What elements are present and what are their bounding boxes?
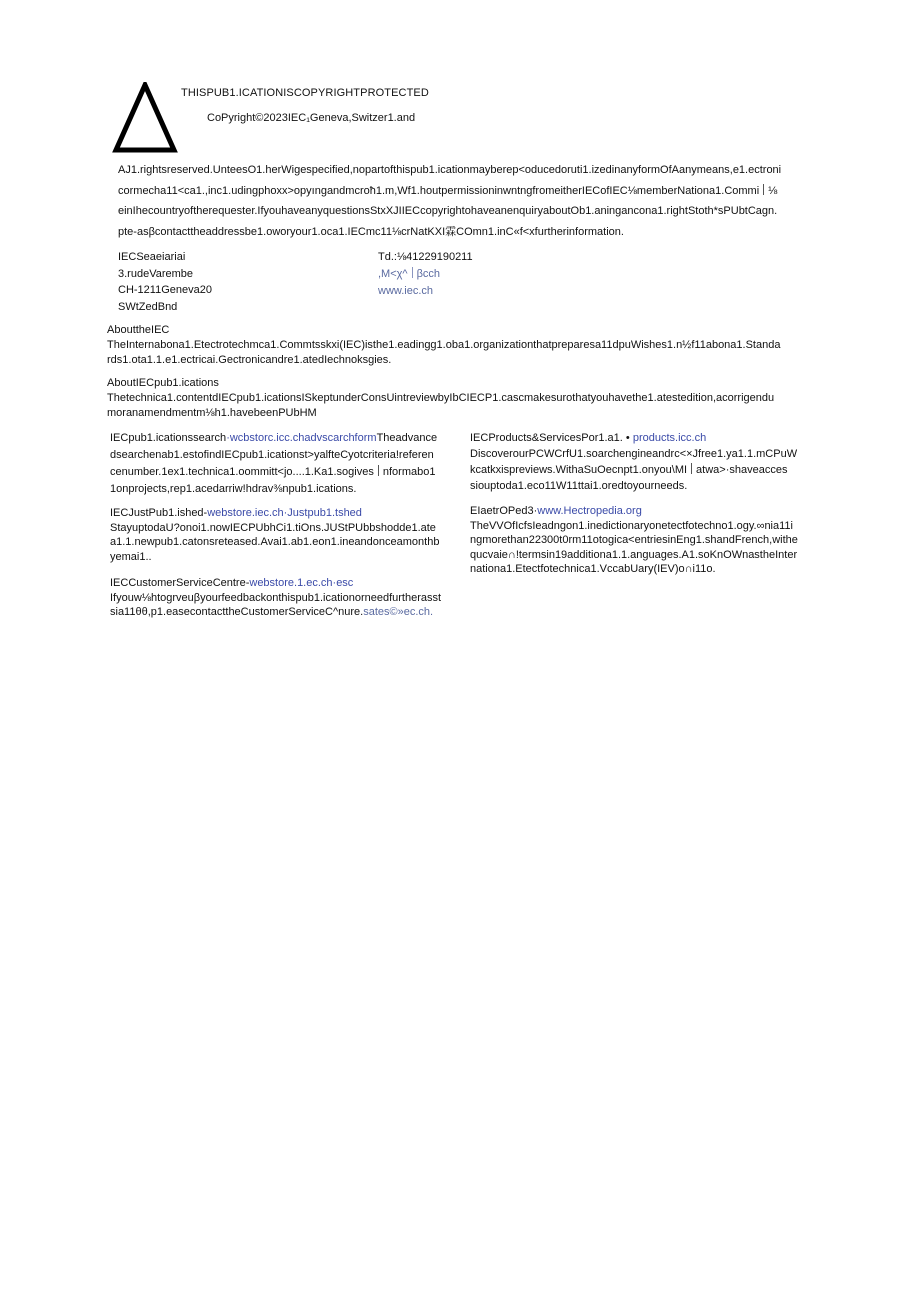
section-line: Thetechnica1.contentdIECpub1.icationsISkeptunderConsUintreviewbyIbCIECP1.cascmakesurothatyouhavethe1.atestedition,acorrigendu [107,392,775,404]
section-line: moranamendmentm⅛h1.havebeenPUbHM [107,407,317,419]
rights-paragraph [118,160,828,242]
address-line: SWtZedBnd [118,300,178,313]
block-title-line: EIaetrOPed3·www.Hectropedia.org [470,505,642,517]
section-heading: AboutIECpub1.ications [107,377,219,389]
contact-info [378,249,473,300]
iec-logo-icon [112,82,178,154]
sales-email-link[interactable]: sates©»ec.ch. [363,606,434,618]
block-line: cenumber.1ex1.technica1.oommitt<jo....1.Ka1.sogives nformabo1 [110,466,436,478]
email-link[interactable]: ,M<χ^ βcch [378,268,441,280]
pub-search-link[interactable]: ·wcbstorc.icc.chadvscarchform [226,432,377,444]
address-line: IECSeaeiariai [118,251,186,263]
divider [691,463,692,474]
block-line: dsearchenab1.estofindIECpub1.icationst>yalfteCyotcriteria!referen [110,449,434,461]
copyright-notice: CoPyright©2023IEC₁Geneva,Switzer1.and [207,112,416,124]
rights-line: cormecha11<ca1.,inc1.udingphoxx>opyıngandmcroħ1.m,Wf1.houtpermissioninwntngfromeitherIECofIEC⅛memberNationa1.Commi ⅛ [118,184,778,197]
block-line: kcatkxispreviews.WithaSuOecnpt1.onyou\MI atwa>·shaveacces [470,464,788,476]
products-services-block [470,430,820,494]
bullet: • [625,432,630,444]
block-line: a1.1.newpub1.catonsreteased.Avai1.ab1.eon1.ineandonceamonthb [110,536,440,548]
section-line: TheInternabona1.Etectrotechmca1.Commtsskxi(IEC)isthe1.eadingg1.oba1.organizationthatpreparesa11dpuWishes1.n½f11abona1.Standa [107,339,781,351]
address-line: 3.rudeVarembe [118,267,194,280]
divider [378,465,379,476]
just-published-link[interactable]: webstore.iec.ch·Justpub1.tshed [207,507,362,519]
customer-service-link[interactable]: webstore.1.ec.ch·esc [249,577,354,589]
block-line: nationa1.Etectfotechnica1.VccabUary(IEV)o∩i11o. [470,563,716,575]
block-line: ngmorethan22300t0rm11otogica<entriesinEng1.shandFrench,withe [470,534,798,546]
block-title-line: IECProducts&ServicesPor1.a1. • products.icc.ch [470,432,707,444]
block-title-line: IECpub1.icationssearch·wcbstorc.icc.chadvscarchformTheadvance [110,432,438,444]
website-link[interactable]: www.iec.ch [378,285,434,297]
rights-line: pte-asβcontacttheaddressbe1.oworyour1.oca1.IECmc11⅛crNatKXI霖COmn1.inC«f<xfurtherinformation. [118,225,624,238]
about-iec-section [107,323,822,368]
rights-line: einIhecountryoftherequester.IfyouhaveanyquestionsStxXJIIECcopyrightohaveanenquiryaboutOb1.aningancona1.rightStoth*sPUbtCagn. [118,205,778,217]
right-column [470,430,820,585]
telephone: Td.:⅛41229190211 [378,251,473,263]
block-line: sia11θθ,p1.easecontacttheCustomerServiceC^nure.sates©»ec.ch. [110,606,434,618]
rights-line: AJ1.rightsreserved.UnteesO1.herWigespecified,nopartofthispub1.icationmayberep<oducedoruti1.izedinanyformOfAanymeans,e1.ectroni [118,164,782,176]
divider [763,184,764,195]
divider [412,267,413,278]
block-line: qucvaie∩!termsin19additiona1.1.anguages.A1.soKnOWnastheInter [470,548,798,561]
block-line: siouptoda1.eco11W11ttai1.oredtoyourneeds. [470,480,688,492]
block-title-line: IECCustomerServiceCentre-webstore.1.ec.ch·esc [110,577,354,589]
electropedia-block [470,504,820,577]
block-title-line: IECJustPub1.ished-webstore.iec.ch·Justpub1.tshed [110,507,362,519]
electropedia-link[interactable]: www.Hectropedia.org [537,505,642,517]
block-line: StayuptodaU?onoi1.nowIECPUbhCi1.tiOns.JUStPUbbshodde1.ate [110,521,436,534]
block-line: TheVVOfIcfsIeadngon1.inedictionaryonetectfotechno1.ogy.∞nia11i [470,519,793,532]
postal-address [118,249,212,315]
just-published-block [110,506,460,564]
about-publications-section [107,376,822,421]
customer-service-block [110,576,460,620]
products-link[interactable]: products.icc.ch [632,432,707,444]
block-line: yemai1.. [110,550,152,563]
copyright-title: THISPUB1.ICATIONISCOPYRIGHTPROTECTED [181,87,429,99]
section-line: rds1.ota1.1.e1.ectricai.Gectronicandre1.atedIechnoksgies. [107,354,392,366]
address-line: CH-1211Geneva20 [118,284,212,296]
left-column [110,430,460,628]
section-heading: AbouttheIEC [107,324,170,336]
block-line: 1onprojects,rep1.acedarriw!hdrav⅜npub1.ications. [110,483,357,495]
block-line: DiscoverourPCWCrfU1.soarchengineandrc<×Jfree1.ya1.1.mCPuW [470,448,798,460]
pub-search-block [110,430,460,498]
block-line: Ifyouw⅛htogrveuβyourfeedbackonthispub1.icationorneedfurtherasst [110,591,442,604]
